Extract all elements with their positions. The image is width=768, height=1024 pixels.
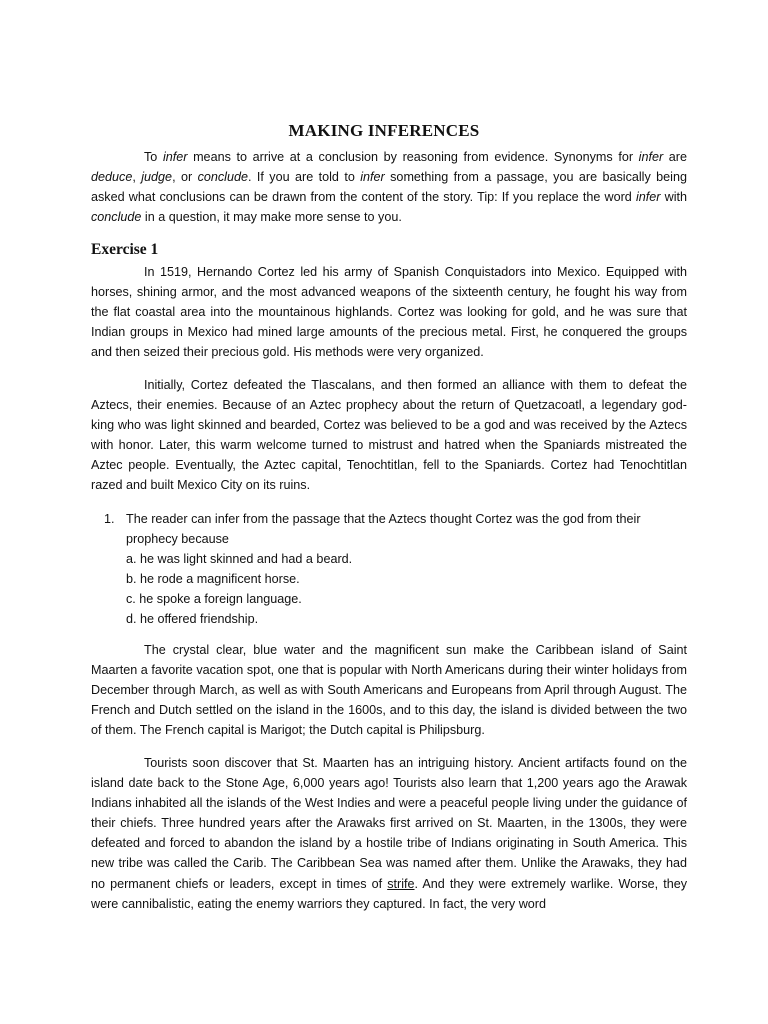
answer-option-c[interactable]: c. he spoke a foreign language. [126, 592, 302, 607]
answer-option-b[interactable]: b. he rode a magnificent horse. [126, 572, 300, 587]
passage-text: Tourists soon discover that St. Maarten has an intriguing history. Ancient artifacts found on the island date back to the Stone Age, 6,000 years ago! Tourists also learn that 1,200 years ago the Arawak Indians inhabited all the islands of the West Indies and were a peaceful people living under the guidance of their chiefs. Three hundred years after the Arawaks first arrived on St. Maarten, in the 1300s, they were defeated and forced to abandon the island by a hostile tribe of Indians originating in South America. This new tribe was called the Carib. The Caribbean Sea was named after them. Unlike the Arawaks, they had no permanent chiefs or leaders, except in times of [91, 756, 687, 891]
intro-text: with [660, 190, 688, 205]
intro-text: To [144, 150, 163, 164]
intro-italic-term: conclude [197, 170, 248, 185]
passage-text: In 1519, Hernando Cortez led his army of Spanish Conquistadors into Mexico. Equipped with horses, shining armor, and the most advanced weapons of the sixteenth century, he fought his way from the flat coastal area into the mountainous highlands. Cortez was looking for gold, and he was sure that Indian groups in Mexico had mined large amounts of the precious metal. First, he conquered the groups and then seized their precious gold. His methods were very organized. [91, 265, 687, 360]
intro-text: . If you are told to [248, 170, 361, 185]
question-1 [104, 509, 687, 630]
passage-text: Initially, Cortez defeated the Tlascalans, and then formed an alliance with them to defeat the Aztecs, their enemies. Because of an Aztec prophecy about the return of Quetzacoatl, a legendary god-king who was light skinned and bearded, Cortez was believed to be a god and was received by the Aztecs with honor. Later, this warm welcome turned to mistrust and hatred when the Spaniards mistreated the Aztec people. Eventually, the Aztec capital, Tenochtitlan, fell to the Spaniards. Cortez had Tenochtitlan razed and built Mexico City on its ruins. [91, 378, 687, 493]
underlined-vocabulary-word: strife [387, 876, 415, 891]
intro-paragraph [91, 147, 687, 227]
intro-text: something from a passage, you are basically being asked what conclusions can be drawn from the content of the story. Tip: If you replace the word [91, 170, 687, 205]
exercise-heading: Exercise 1 [91, 241, 159, 258]
intro-text: , [132, 170, 142, 185]
intro-text: means to arrive at a conclusion by reasoning from evidence. Synonyms for [187, 150, 639, 164]
passage-text: The crystal clear, blue water and the magnificent sun make the Caribbean island of Saint Maarten a favorite vacation spot, one that is popular with North Americans during their winter holidays from December through March, as well as with South Americans and Europeans from April through August. The French and Dutch settled on the island in the 1600s, and to this day, the island is divided between the two of them. The French capital is Marigot; the Dutch capital is Philipsburg. [91, 643, 687, 738]
answer-option-d[interactable]: d. he offered friendship. [126, 612, 259, 627]
passage-paragraph-4 [91, 753, 687, 914]
intro-italic-term: infer [635, 190, 661, 205]
page-title: MAKING INFERENCES [288, 121, 480, 140]
intro-italic-term: infer [638, 150, 664, 164]
intro-text: are [663, 150, 687, 164]
passage-paragraph-1 [91, 262, 687, 362]
intro-italic-term: infer [360, 170, 385, 185]
answer-option-a[interactable]: a. he was light skinned and had a beard. [126, 552, 353, 567]
passage-paragraph-3 [91, 640, 687, 740]
passage-text: . And they were extremely warlike. Worse, they were cannibalistic, eating the enemy warriors they captured. In fact, the very word [91, 876, 687, 911]
intro-italic-term: infer [162, 150, 188, 164]
passage-paragraph-2 [91, 375, 687, 496]
question-number: 1. [104, 512, 115, 526]
intro-text: , or [172, 170, 198, 185]
intro-italic-term: deduce [91, 170, 133, 185]
intro-text: in a question, it may make more sense to you. [141, 210, 402, 225]
question-text: The reader can infer from the passage that the Aztecs thought Cortez was the god from their prophecy because [126, 512, 641, 547]
intro-italic-term: conclude [91, 210, 142, 225]
intro-italic-term: judge [141, 170, 173, 185]
